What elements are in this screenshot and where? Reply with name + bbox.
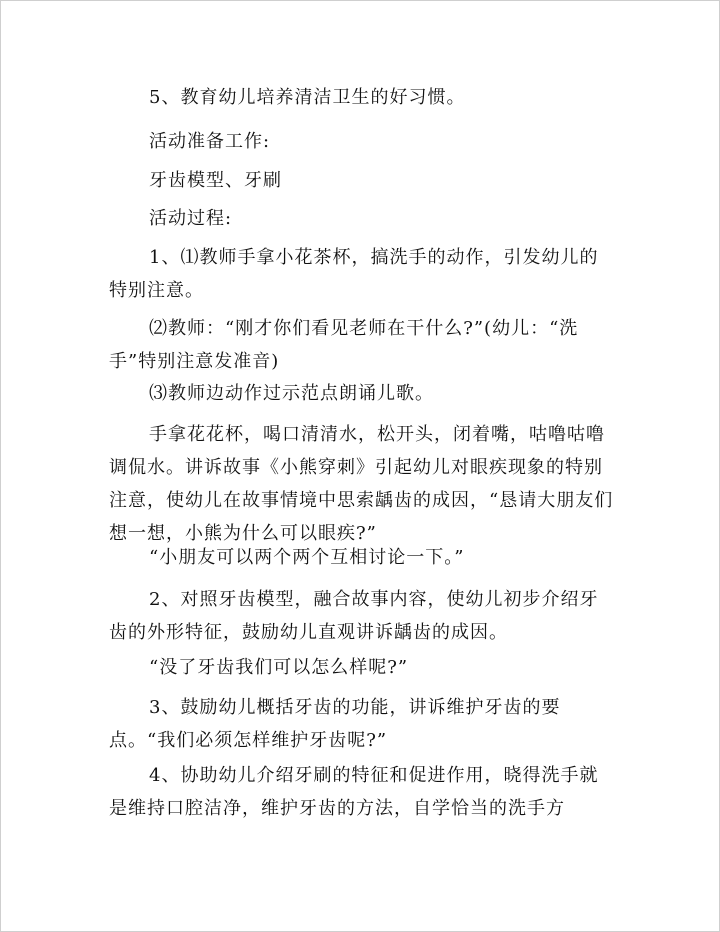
paragraph-step-1-1: 1、⑴教师手拿小花茶杯，搞洗手的动作，引发幼儿的特别注意。 (109, 247, 599, 301)
paragraph-goal-5: 5、教育幼儿培养清洁卫生的好习惯。 (149, 87, 466, 108)
paragraph-step-1-2: ⑵教师：“刚才你们看见老师在干什么?”(幼儿：“洗手”特别注意发准音) (109, 318, 579, 372)
paragraph-discussion: “小朋友可以两个两个互相讨论一下。” (149, 547, 465, 568)
paragraph-prep-items: 牙齿模型、牙刷 (149, 170, 282, 191)
paragraph-step-4: 4、协助幼儿介绍牙刷的特征和促进作用，晓得洗手就是维持口腔洁净，维护牙齿的方法，自学恰当的洗手方 (109, 765, 599, 819)
paragraph-step-2: 2、对照牙齿模型，融合故事内容，使幼儿初步介绍牙齿的外形特征，鼓励幼儿直观讲诉龋齿的成因。 (109, 589, 599, 643)
paragraph-prep-heading: 活动准备工作: (149, 131, 271, 152)
paragraph-step-1-3: ⑶教师边动作过示范点朗诵儿歌。 (149, 383, 434, 404)
paragraph-step-3: 3、鼓励幼儿概括牙齿的功能，讲诉维护牙齿的要点。“我们必须怎样维护牙齿呢?” (109, 697, 561, 751)
paragraph-process-heading: 活动过程: (149, 208, 233, 229)
paragraph-rhyme-story: 手拿花花杯，喝口清清水，松开头，闭着嘴，咕噜咕噜调侃水。讲诉故事《小熊穿刺》引起幼儿对眼疾现象的特别注意，使幼儿在故事情境中思索龋齿的成因，“恳请大朋友们想一想，小熊为什么可以眼疾?” (109, 424, 614, 544)
paragraph-question: “没了牙齿我们可以怎么样呢?” (149, 657, 409, 678)
